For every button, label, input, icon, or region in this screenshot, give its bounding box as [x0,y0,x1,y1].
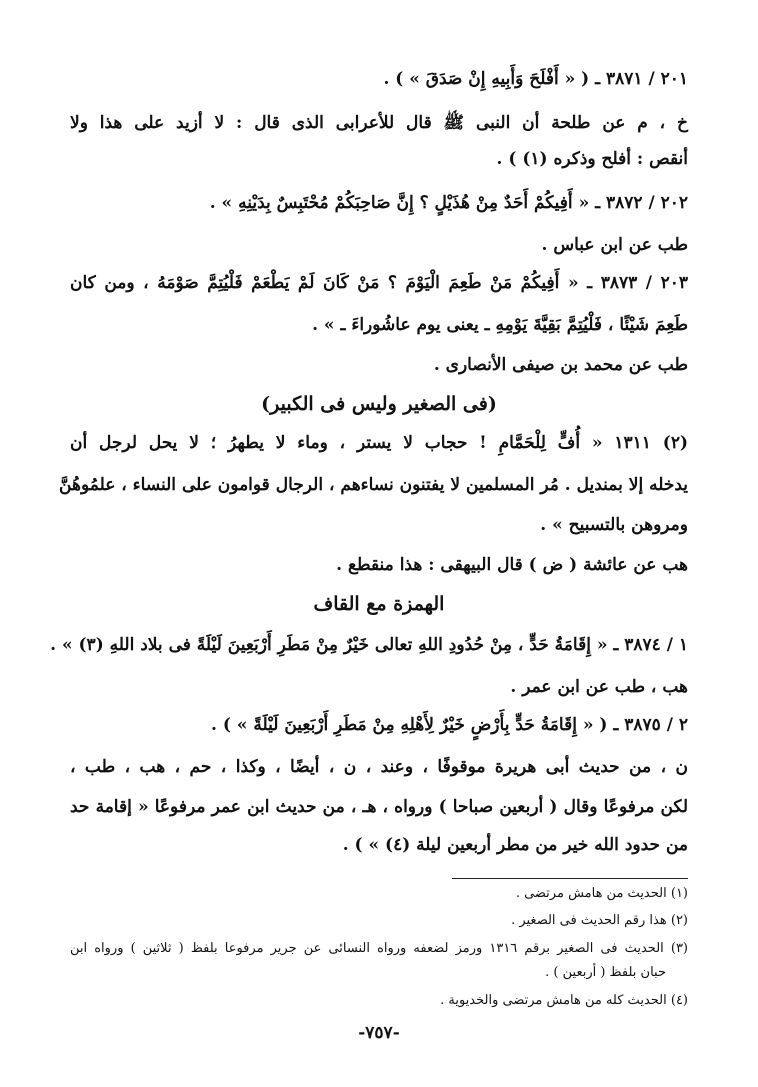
footnote-3-line-1: (٣) الحديث فى الصغير برقم ١٣١٦ ورمز لضعفه ورواه النسائى عن جرير مرفوعا بلفظ ( ثلاثين ) ورواه ابن [70,941,688,956]
section-heading-saghir: (فى الصغير وليس فى الكبير) [261,393,497,415]
hadith-3873-source: طب عن محمد بن صيفى الأنصارى . [433,355,688,375]
page-number: -٧٥٧- [358,1023,400,1043]
hadith-3872-text: ٢٠٢ / ٣٨٧٢ ـ « أَفِيكُمْ أَحَدٌ مِنْ هُذَيْلٍ ؟ إِنَّ صَاحِبَكُمْ مُحْتَبِسٌ بِدَيْنِهِ » . [209,193,688,213]
footnote-3-line-2: حبان بلفظ ( أربعين ) . [545,965,666,980]
hadith-3871-source-line-2: أنقص : أفلح وذكره (١) ) . [496,149,688,169]
hadith-3875-source-line-3: من حدود الله خير من مطر أربعين ليلة (٤) » ) . [342,835,688,855]
hadith-1311-text-line-2: يدخله إلا بمنديل . مُر المسلمين لا يفتنون نساءهم ، الرجال قوامون على النساء ، علمُوهُنَّ [59,475,688,495]
hadith-1311-text-line-3: ومروهن بالتسبيح » . [540,515,688,535]
hadith-3872-source: طب عن ابن عباس . [541,235,688,255]
hadith-3875-text: ٢ / ٣٨٧٥ ـ ( « إِقَامَةُ حَدٍّ بِأَرْضٍ خَيْرٌ لِأَهْلِهِ مِنْ مَطَرِ أَرْبَعِينَ لَيْلَةً » ) . [211,715,688,735]
hadith-3873-text-line-1: ٢٠٣ / ٣٨٧٣ ـ « أَفِيكُمْ مَنْ طَعِمَ الْيَوْمَ ؟ مَنْ كَانَ لَمْ يَطْعَمْ فَلْيُتِمَّ صَوْمَهُ ، ومن كان [70,273,688,293]
hadith-1311-text-line-1: (٢) ١٣١١ « أُفٍّ لِلْحَمَّامِ ! حجاب لا يستر ، وماء لا يطهرُ ؛ لا يحل لرجل أن [70,433,688,453]
section-heading-hamza-qaf: الهمزة مع القاف [313,593,445,615]
hadith-3874-text: ١ / ٣٨٧٤ ـ « إِقَامَةُ حَدٍّ ، مِنْ حُدُودِ اللهِ تعالى خَيْرٌ مِنْ مَطَرِ أَرْبَعِينَ لَيْلَةً فى بلاد اللهِ (٣) » . [50,635,688,655]
hadith-1311-source: هب عن عائشة ( ض ) قال البيهقى : هذا منقطع . [336,555,688,575]
hadith-3875-source-line-2: لكن مرفوعًا وقال ( أربعين صباحا ) ورواه ، هـ ، من حديث ابن عمر مرفوعًا « إقامة حد [70,797,688,817]
footnote-separator [452,878,688,879]
hadith-3871-text: ٢٠١ / ٣٨٧١ ـ ( « أَفْلَحَ وَأَبِيهِ إِنْ صَدَقَ » ) . [383,69,688,89]
footnote-2: (٢) هذا رقم الحديث فى الصغير . [511,913,688,928]
footnote-4: (٤) الحديث كله من هامش مرتضى والخديوية . [440,993,688,1008]
footnote-1: (١) الحديث من هامش مرتضى . [515,886,688,901]
hadith-3873-text-line-2: طَعِمَ شَيْئًا ، فَلْيُتِمَّ بَقِيَّةَ يَوْمِهِ ـ يعنى يوم عاشُوراءَ ـ » . [312,315,688,335]
hadith-3874-source: هب ، طب عن ابن عمر . [510,677,688,697]
hadith-3875-source-line-1: ن ، من حديث أبى هريرة موقوفًا ، وعند ، ن ، أيضًا ، وكذا ، حم ، هب ، طب ، [70,757,688,777]
hadith-3871-source-line-1: خ ، م عن طلحة أن النبى ﷺ قال للأعرابى الذى قال : لا أزيد على هذا ولا [70,113,688,133]
